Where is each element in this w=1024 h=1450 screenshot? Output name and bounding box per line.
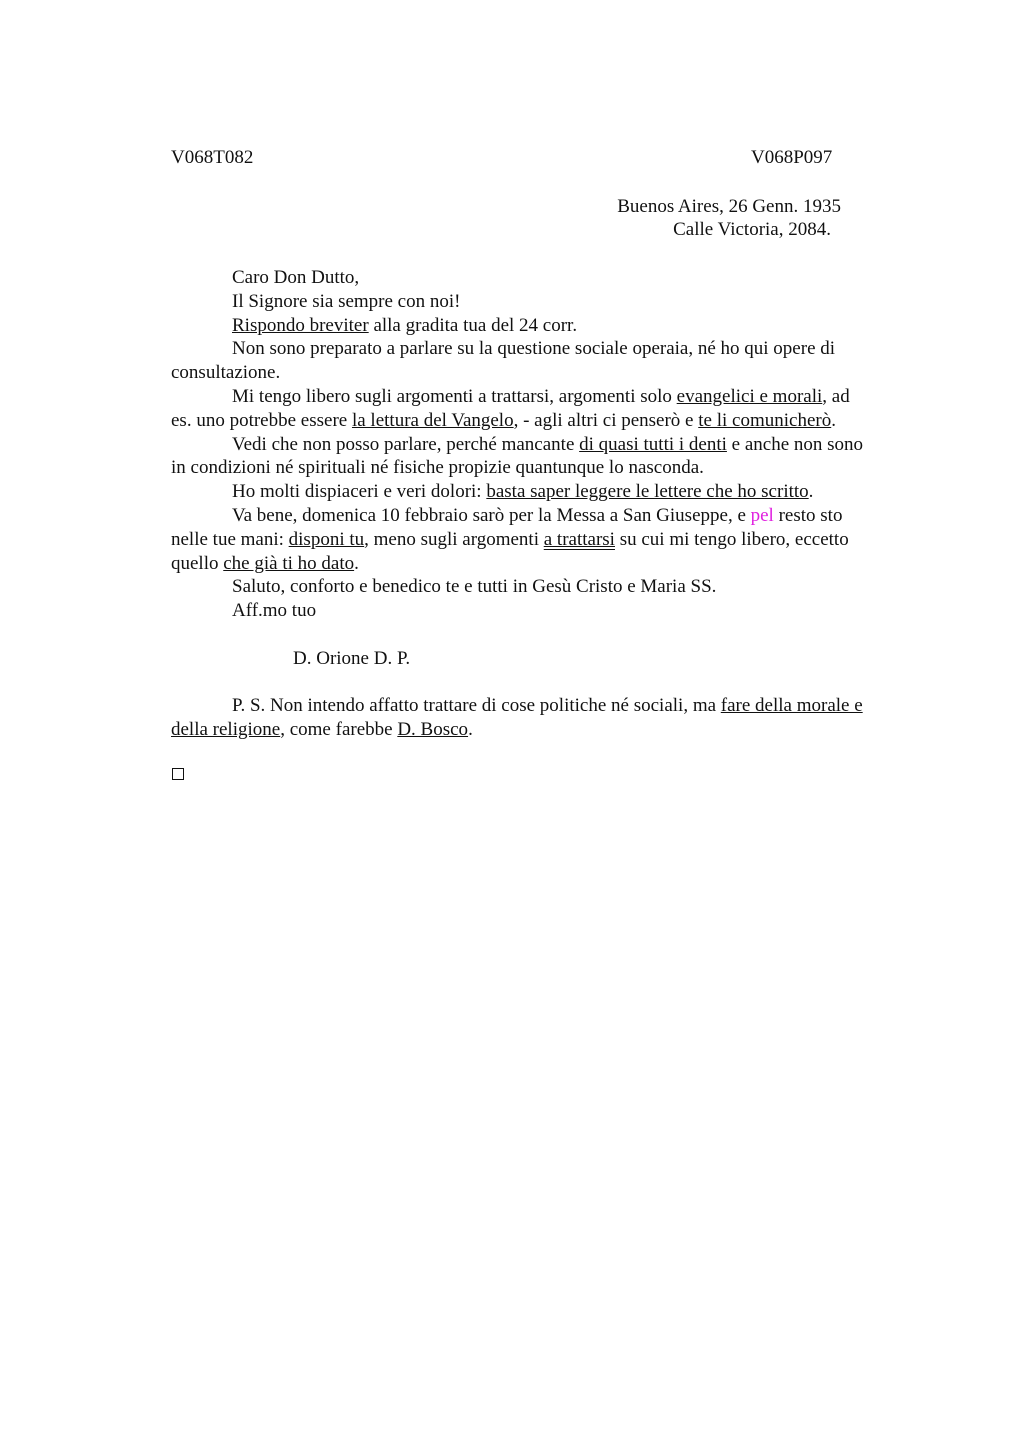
text-run: P. S. Non intendo affatto trattare di cose politiche né sociali, ma <box>232 695 721 717</box>
spacer <box>171 623 926 647</box>
text-line <box>171 552 926 576</box>
double-underlined-phrase: a trattarsi <box>543 528 615 550</box>
text-run: . <box>468 719 473 741</box>
postscript <box>171 694 926 742</box>
paragraph-sorrows <box>171 480 926 504</box>
end-box-icon <box>172 768 184 780</box>
underlined-phrase: la lettura del Vangelo <box>351 409 514 431</box>
text-run: . <box>354 552 359 574</box>
letter-body <box>171 266 926 742</box>
text-run: quello <box>171 552 224 574</box>
text-line <box>171 385 926 409</box>
underlined-phrase: che già ti ho dato <box>223 552 355 574</box>
text-run: e anche non sono <box>726 433 864 455</box>
underlined-phrase: D. Bosco <box>397 719 469 741</box>
underlined-phrase: te li comunicherò <box>698 409 832 431</box>
text-run: resto sto <box>773 504 843 526</box>
paragraph-preparation <box>171 337 926 385</box>
underlined-phrase: evangelici e morali <box>676 385 823 407</box>
underlined-phrase: basta saper leggere le lettere che ho scritto <box>486 481 809 503</box>
paragraph-reply <box>171 314 926 338</box>
text-run: Vedi che non posso parlare, perché mancante <box>232 433 580 455</box>
underlined-phrase: fare della morale e <box>720 695 863 717</box>
text-run: . <box>831 409 836 431</box>
page-code-right: V068P097 <box>751 147 833 168</box>
text-line: consultazione. <box>171 362 281 384</box>
text-run: , - agli altri ci penserò e <box>513 409 699 431</box>
text-line <box>171 718 926 742</box>
text-run: es. uno potrebbe essere <box>171 409 352 431</box>
text-run: , come farebbe <box>280 719 398 741</box>
text-run: alla gradita tua del 24 corr. <box>368 314 578 336</box>
greeting: Il Signore sia sempre con noi! <box>232 290 461 312</box>
closing: Saluto, conforto e benedico te e tutti in Gesù Cristo e Maria SS. <box>232 576 717 598</box>
paragraph-topics <box>171 385 926 433</box>
signature: D. Orione D. P. <box>293 647 411 669</box>
highlighted-word: pel <box>750 504 774 526</box>
text-run: Ho molti dispiaceri e veri dolori: <box>232 481 487 503</box>
paragraph-arrangements <box>171 504 926 575</box>
underlined-phrase: Rispondo breviter <box>232 314 369 336</box>
text-line <box>171 433 926 457</box>
text-line: Non sono preparato a parlare su la questione sociale operaia, né ho qui opere di <box>232 338 836 360</box>
address: Calle Victoria, 2084. <box>673 219 831 240</box>
place-date: Buenos Aires, 26 Genn. 1935 <box>617 196 841 217</box>
text-run: , ad <box>822 385 850 407</box>
underlined-phrase: della religione <box>171 719 281 741</box>
paragraph-health <box>171 433 926 481</box>
valediction: Aff.mo tuo <box>232 600 317 622</box>
underlined-phrase: disponi tu <box>288 528 365 550</box>
text-line <box>171 694 926 718</box>
text-run: . <box>808 481 814 503</box>
spacer <box>171 671 926 695</box>
salutation: Caro Don Dutto, <box>232 267 360 288</box>
text-line <box>171 504 926 528</box>
text-run: su cui mi tengo libero, eccetto <box>614 528 849 550</box>
text-run: Mi tengo libero sugli argomenti a trattarsi, argomenti solo <box>232 385 677 407</box>
text-line <box>171 528 926 552</box>
text-run: nelle tue mani: <box>171 528 289 550</box>
dateline <box>540 195 841 241</box>
document-code-left: V068T082 <box>171 147 254 168</box>
text-line <box>171 409 926 433</box>
text-run: Va bene, domenica 10 febbraio sarò per la Messa a San Giuseppe, e <box>232 504 751 526</box>
underlined-phrase: di quasi tutti i denti <box>579 433 727 455</box>
text-line: in condizioni né spirituali né fisiche propizie quantunque lo nasconda. <box>171 457 704 479</box>
text-run: , meno sugli argomenti <box>364 528 544 550</box>
